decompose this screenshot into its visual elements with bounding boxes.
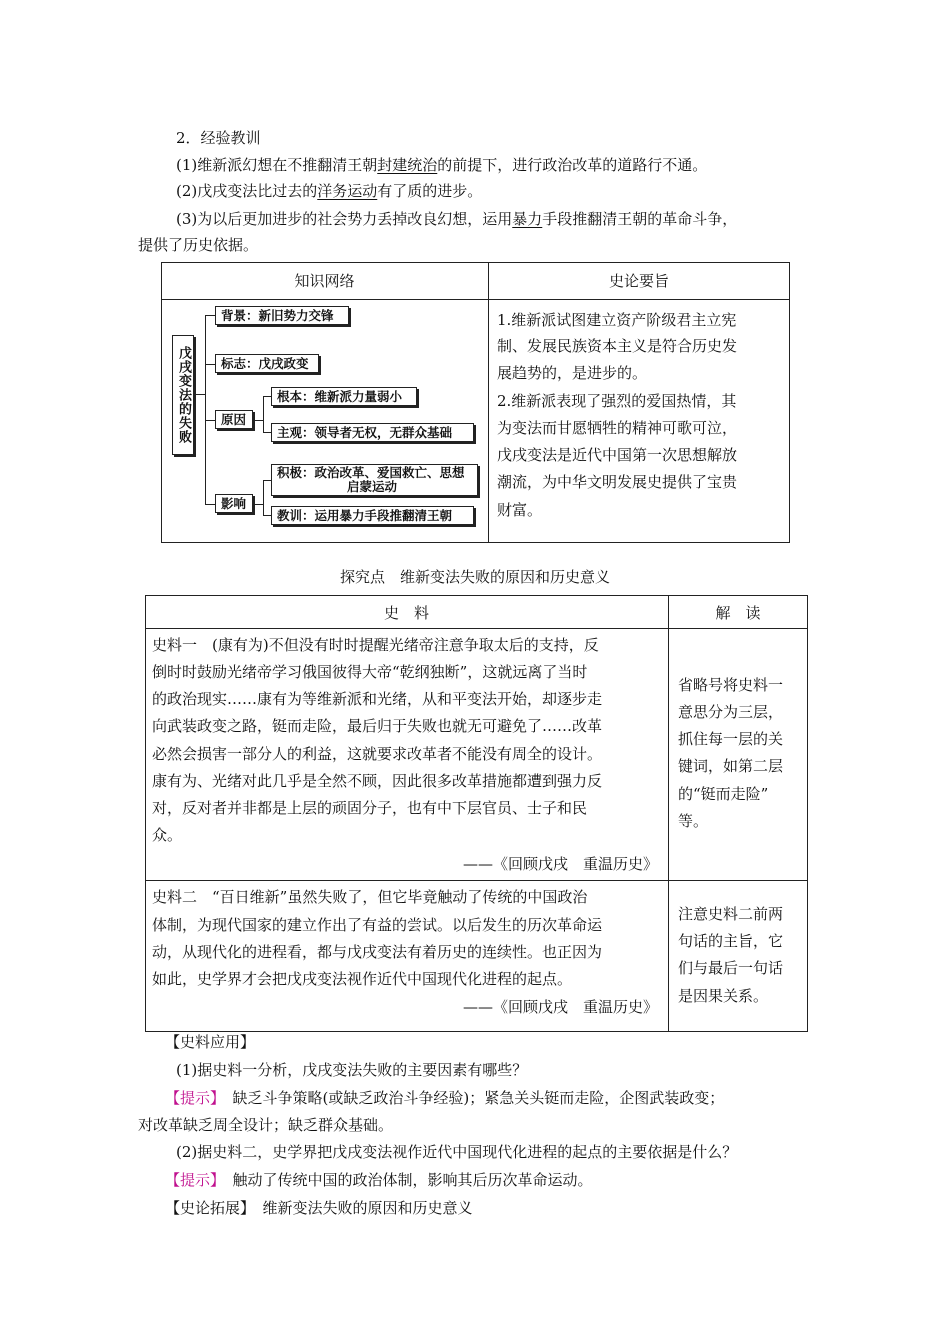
key-point-line: 财富。 [497, 501, 543, 519]
node-impact: 影响 [215, 494, 253, 513]
hint-label: 【提示】 [165, 1089, 218, 1107]
explore-title: 探究点 维新变法失败的原因和历史意义 [339, 568, 610, 586]
key-point-line: 制、发展民族资本主义是符合历史发 [497, 337, 738, 355]
question-1: (1)据史料一分析，戊戌变法失败的主要因素有哪些？ [176, 1061, 528, 1079]
node-cause: 原因 [215, 410, 253, 429]
paragraph-3-cont: 提供了历史依据。 [138, 236, 259, 254]
node-impact-positive: 积极：政治改革、爱国救亡、思想 启蒙运动 [271, 464, 478, 496]
key-point-line: 展趋势的，是进步的。 [497, 364, 648, 382]
key-point-line: 潮流，为中华文明发展史提供了宝贵 [497, 473, 738, 491]
node-cause-subjective: 主观：领导者无权，无群众基础 [271, 423, 474, 442]
answer-2: 【提示】 触动了传统中国的政治体制，影响其后历次革命运动。 [165, 1171, 593, 1189]
answer-1: 【提示】 缺乏斗争策略(或缺乏政治斗争经验)；紧急关头铤而走险，企图武装政变； [165, 1089, 725, 1107]
extension-label: 【史论拓展】 [165, 1199, 248, 1217]
source-1-citation: ——《回顾戊戌 重温历史》 [462, 855, 658, 873]
underlined-term: 暴力 [512, 210, 543, 228]
paragraph-3: (3)为以后更加进步的社会势力丢掉改良幻想，运用暴力手段推翻清王朝的革命斗争， [176, 210, 738, 228]
question-2: (2)据史料二，史学界把戊戌变法视作近代中国现代化进程的起点的主要依据是什么？ [176, 1143, 738, 1161]
extension: 【史论拓展】 维新变法失败的原因和历史意义 [165, 1199, 473, 1217]
answer-1-cont: 对改革缺乏周全设计；缺乏群众基础。 [138, 1116, 394, 1134]
key-point-line: 2.维新派表现了强烈的爱国热情，其 [497, 392, 737, 410]
key-point-line: 1.维新派试图建立资产阶级君主立宪 [497, 311, 737, 329]
hint-label: 【提示】 [165, 1171, 218, 1189]
key-point-line: 戊戌变法是近代中国第一次思想解放 [497, 446, 738, 464]
underlined-term: 封建统治 [377, 156, 438, 174]
paragraph-2: (2)戊戌变法比过去的洋务运动有了质的进步。 [176, 182, 483, 200]
node-background: 背景：新旧势力交锋 [215, 306, 349, 325]
node-impact-lesson: 教训：运用暴力手段推翻清王朝 [271, 506, 474, 525]
node-cause-root: 根本：维新派力量弱小 [271, 387, 417, 406]
header-knowledge-network: 知识网络 [294, 272, 355, 290]
section-heading: 2．经验教训 [176, 129, 261, 147]
application-heading: 【史料应用】 [165, 1033, 256, 1051]
paragraph-1: (1)维新派幻想在不推翻清王朝封建统治的前提下，进行政治改革的道路行不通。 [176, 156, 708, 174]
underlined-term: 洋务运动 [317, 182, 378, 200]
header-interpretation: 解 读 [715, 604, 761, 622]
header-source: 史 料 [383, 604, 429, 622]
source-2-citation: ——《回顾戊戌 重温历史》 [462, 998, 658, 1016]
header-key-points: 史论要旨 [608, 272, 669, 290]
key-point-line: 为变法而甘愿牺牲的精神可歌可泣， [497, 419, 738, 437]
node-symbol: 标志：戊戌政变 [215, 354, 319, 373]
diagram-root: 戊戌变法的失败 [172, 335, 194, 455]
